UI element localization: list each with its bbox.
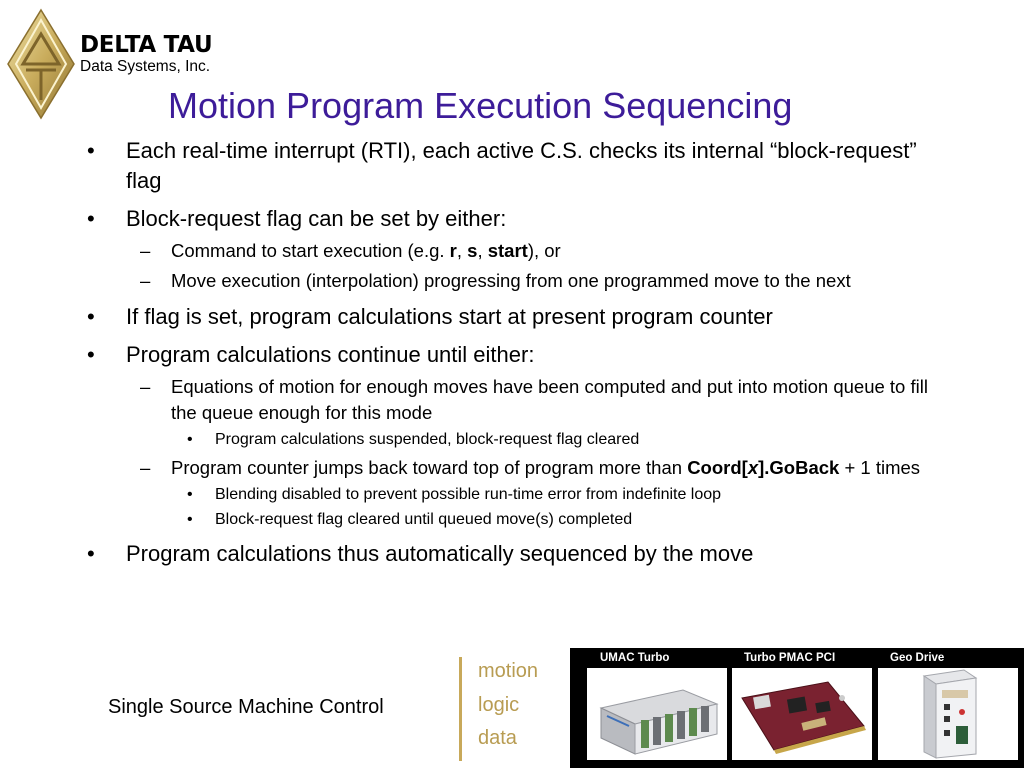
- bullet-text: Blending disabled to prevent possible run-time error from indefinite loop: [215, 486, 722, 503]
- bullet-level-2: [84, 374, 944, 426]
- bold-text: Coord[: [687, 457, 748, 478]
- motto-data: data: [478, 727, 517, 749]
- bold-text: r: [449, 240, 457, 261]
- footer-tagline: Single Source Machine Control: [108, 696, 384, 718]
- bullet-marker: •: [87, 541, 95, 566]
- bullet-marker: •: [187, 431, 193, 448]
- product-strip: [570, 648, 1024, 768]
- bullet-marker: –: [140, 376, 151, 397]
- company-subtitle: Data Systems, Inc.: [80, 58, 211, 75]
- umac-turbo-rack-photo: [587, 668, 727, 760]
- company-block: [80, 32, 212, 76]
- bullet-level-1: [84, 302, 944, 332]
- bullet-level-2: [84, 238, 944, 264]
- bullet-level-2: [84, 268, 944, 294]
- bullet-level-3: [84, 509, 944, 531]
- footer-divider: [459, 657, 462, 761]
- motto-logic: logic: [478, 694, 520, 716]
- delta-tau-logo: [6, 8, 76, 120]
- bullet-marker: •: [187, 486, 193, 503]
- company-name: DELTA TAU: [80, 32, 213, 58]
- text-span: ,: [456, 240, 468, 261]
- turbo-pmac-pci-card-photo: [732, 668, 872, 760]
- text-span: + 1 times: [839, 457, 921, 478]
- bullet-text: Move execution (interpolation) progressing from one programmed move to the next: [171, 270, 851, 291]
- bullet-level-3: [84, 484, 944, 506]
- bullet-marker: •: [187, 511, 193, 528]
- bullet-text: Equations of motion for enough moves have been computed and put into motion queue to fill the queue enough for this mode: [171, 376, 928, 423]
- bullet-text: Block-request flag can be set by either:: [126, 206, 507, 231]
- bullet-level-3: [84, 429, 944, 451]
- bullet-text: Each real-time interrupt (RTI), each active C.S. checks its internal “block-request” flag: [126, 138, 917, 193]
- bullet-level-1: [84, 539, 944, 569]
- bullet-text: Program calculations continue until either:: [126, 342, 535, 367]
- geo-drive-photo: [878, 668, 1018, 760]
- bullet-marker: •: [87, 342, 95, 367]
- bullet-level-2: [84, 455, 944, 481]
- bullet-marker: –: [140, 457, 151, 478]
- bullet-text: If flag is set, program calculations start at present program counter: [126, 304, 773, 329]
- bullet-text: [171, 457, 920, 478]
- bold-text: s: [467, 240, 478, 261]
- bullet-marker: •: [87, 138, 95, 163]
- bullet-level-1: [84, 340, 944, 370]
- product-label-turbo-pmac-pci: Turbo PMAC PCI: [744, 652, 836, 664]
- text-span: Command to start execution (e.g.: [171, 240, 450, 261]
- slide-title: Motion Program Execution Sequencing: [168, 85, 793, 126]
- bullet-text: [171, 240, 561, 261]
- product-label-umac-turbo: UMAC Turbo: [600, 652, 670, 664]
- bold-text: ].GoBack: [758, 457, 840, 478]
- bullet-marker: –: [140, 240, 151, 261]
- text-span: Program counter jumps back toward top of program more than: [171, 457, 688, 478]
- bold-text: start: [487, 240, 528, 261]
- bullet-marker: –: [140, 270, 151, 291]
- bullet-level-1: [84, 204, 944, 234]
- bullet-marker: •: [87, 304, 95, 329]
- bullet-text: Program calculations thus automatically sequenced by the move: [126, 541, 754, 566]
- bullet-text: Block-request flag cleared until queued move(s) completed: [215, 511, 633, 528]
- bullet-text: Program calculations suspended, block-request flag cleared: [215, 431, 640, 448]
- motto-motion: motion: [478, 660, 539, 682]
- bold-text: x: [747, 457, 759, 478]
- bullet-level-1: [84, 136, 944, 196]
- text-span: ), or: [527, 240, 561, 261]
- text-span: ,: [477, 240, 488, 261]
- bullet-marker: •: [87, 206, 95, 231]
- product-label-geo-drive: Geo Drive: [890, 652, 945, 664]
- bullet-list: [84, 136, 944, 569]
